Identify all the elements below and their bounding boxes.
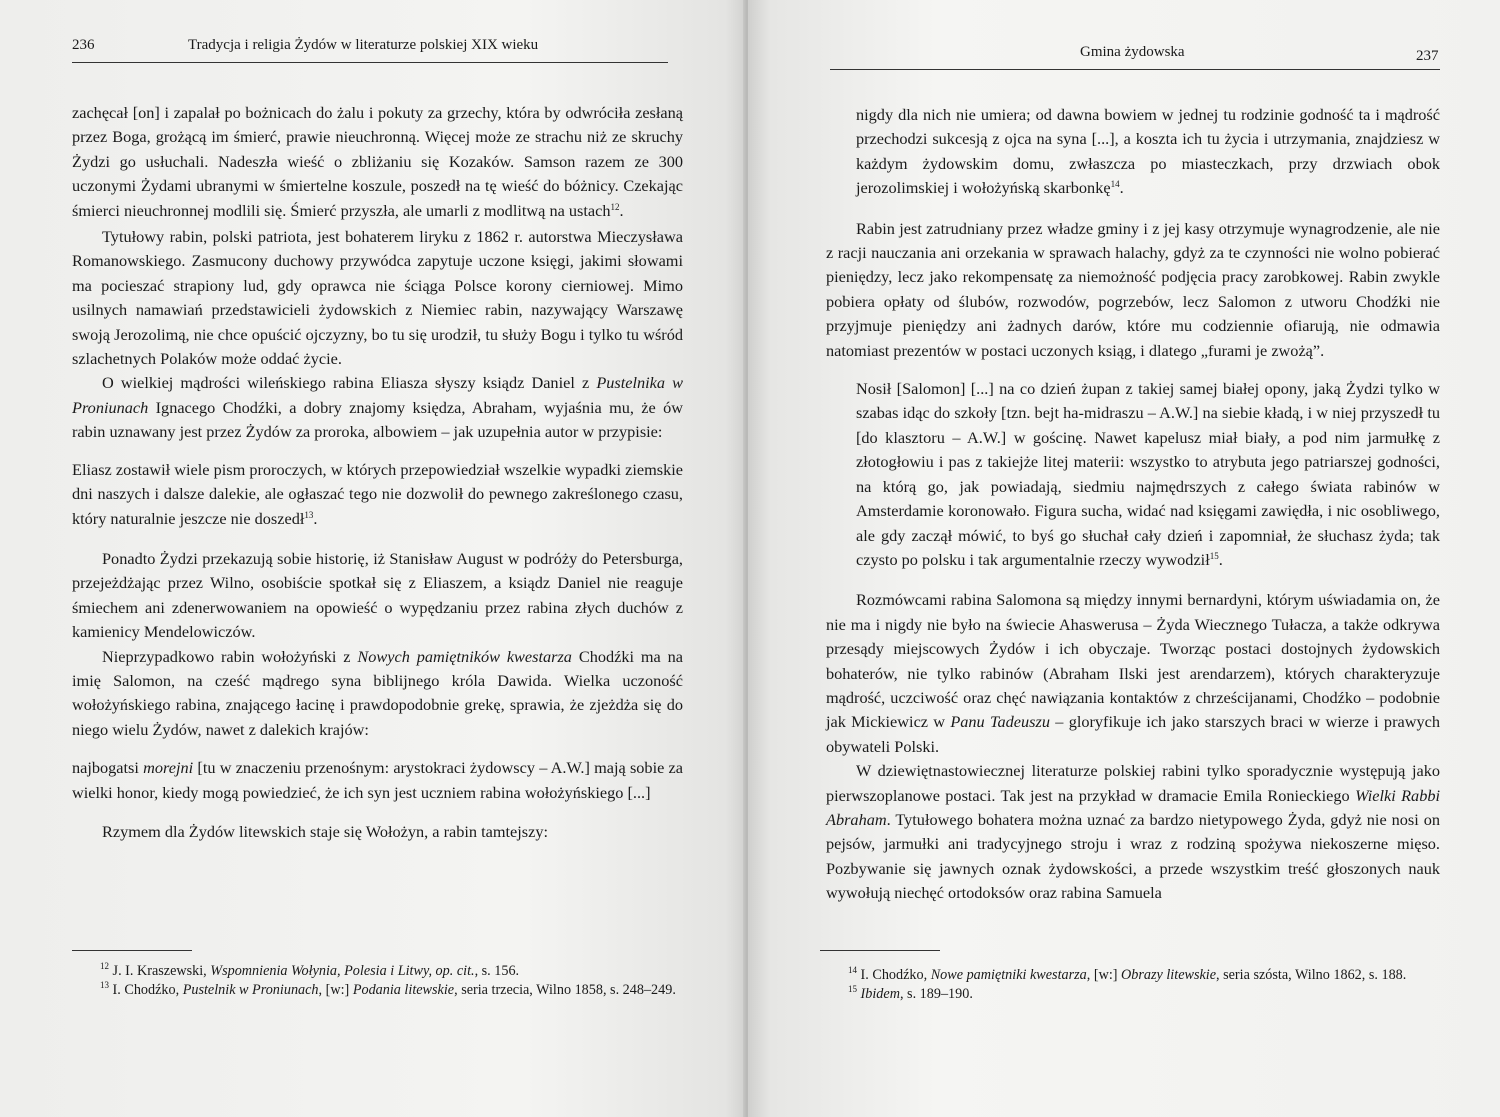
block-quote: nigdy dla nich nie umiera; od dawna bowiem w jednej tu rodzinie godność ta i mądrość przechodzi sukcesją z ojca na syna [...], a koszta ich tu życia i utrzymania, znajdziesz w każdym żydowskim domu, zwłaszcza po miasteczkach, przy drzwiach obok jerozolimskiej i wołożyńską skarbonkę$^{14}$. [856,105,1440,198]
paragraph: Tytułowy rabin, polski patriota, jest bohaterem liryku z 1862 r. autorstwa Mieczysława Romanowskiego. Zasmucony duchowy przywódca zapytuje uczone księgi, jakimi słowami ma pocieszać strapiony lud, gdy oprawca nie ściąga Polsce korony cierniowej. Mimo usilnych namawiań przedstawicieli żydowskich z Niemiec rabin, nazywający Warszawę swoją Jerozolimą, nie chce opuścić ojczyzny, bo tu się urodził, tu służy Bogu i tylko tu wśród szlachetnych Polaków może oddać życie. [72,227,683,369]
term: morejni [143,758,194,778]
left-body-text [72,101,683,844]
right-footnotes [820,966,1440,1004]
footnote-ref: 14 [1110,179,1120,190]
block-quote: Eliasz zostawił wiele pism proroczych, w których przepowiedział wszelkie wypadki ziemskie dni naszych i dalsze dalekie, ale ogłaszać tego nie dozwolił do pewnego zakreślonego czasu, który naturalnie jeszcze nie doszedł$^{13}$. [72,459,683,528]
footnote-rule [820,950,940,951]
header-rule [830,69,1440,70]
paragraph: Rozmówcami rabina Salomona są między innymi bernardyni, którym uświadamia on, że nie ma i nigdy nie było na świecie Ahaswerusa – Żyda Wiecznego Tułacza, a także odkrywa przesądy miejscowych Żydów i ich obyczaje. Tworząc postaci dostojnych żydowskich bohaterów, nie tylko rabinów (Abraham Ilski jest arendarzem), których charakteryzuje mądrość, uczciwość oraz chęć nawiązania kontaktów z chrześcijanami, Chodźko – podobnie jak Mickiewicz w Panu Tadeuszu – gloryfikuje ich jako starszych braci w wierze i prawych obywateli Polski. [826,590,1440,756]
right-page [748,0,1500,1117]
left-page [0,0,748,1117]
footnote: $^{15}$ Ibidem, s. 189–190. [848,984,973,1002]
block-quote: najbogatsi morejni [tu w znaczeniu przenośnym: arystokraci żydowscy – A.W.] mają sobie za wielki honor, kiedy mogą powiedzieć, że ich syn jest uczniem rabina wołożyńskiego [...] [72,758,683,802]
book-title: Wielki Rabbi Abraham [826,785,1440,829]
footnote-ref: 12 [610,201,620,212]
page-number: 236 [72,37,95,53]
paragraph: Ponadto Żydzi przekazują sobie historię, iż Stanisław August w podróży do Petersburga, przejeżdżając przez Wilno, osobiście spotkał się z Eliaszem, a ksiądz Daniel nie reaguje śmiechem ani zdenerwowaniem na opowieść o wypędzaniu przez rabina złych duchów z kamienicy Mendelowiczów. [72,548,683,642]
left-footnotes [72,962,683,1000]
paragraph: Rabin jest zatrudniany przez władze gminy i z jej kasy otrzymuje wynagrodzenie, ale nie z racji nauczania ani orzekania w sprawach halachy, gdyż za te czynności nie wolno pobierać pieniędzy, lecz jako rekompensatę za niemożność podjęcia pracy zarobkowej. Rabin zwykle pobiera opłaty od ślubów, rozwodów, pogrzebów, lecz Salomon z utworu Chodźki nie przyjmuje pieniędzy ani żadnych darów, które mu codziennie ofiarują, nie odmawia natomiast prezentów w postaci uczonych ksiąg, i dlatego „furami je zwożą”. [826,218,1440,360]
book-title: Panu Tadeuszu [950,712,1050,732]
footnote-ref: 13 [304,509,314,520]
footnote: $^{12}$ J. I. Kraszewski, Wspomnienia Wołynia, Polesia i Litwy, op. cit., s. 156. [100,961,520,979]
footnote: $^{14}$ I. Chodźko, Nowe pamiętniki kwestarza, [w:] Obrazy litewskie, seria szósta, Wilno 1862, s. 188. [848,965,1407,983]
paragraph: Rzymem dla Żydów litewskich staje się Wołożyn, a rabin tamtejszy: [102,821,549,841]
running-head: Tradycja i religia Żydów w literaturze polskiej XIX wieku [188,37,539,53]
header-rule [72,62,668,63]
block-quote: Nosił [Salomon] [...] na co dzień żupan z takiej samej białej opony, jaką Żydzi tylko w szabas idąc do szkoły [tzn. bejt ha-midraszu – A.W.] na siebie kładą, i w niej przyszedł tu [do klasztoru – A.W.] w gościnę. Nawet kapelusz miał biały, a pod nim jarmułkę z złotogłowiu i pas z takiejże litej materii: wszystko to atrybuta jego patriarszej godności, na którą go, jak powiadają, siedmiu najmędrszych z całego świata rabinów w Amsterdamie koronowało. Figura sucha, widać nad księgami zawiędła, i nic osobliwego, ale gdy zaczął mówić, to byś go słuchał cały dzień i zapomniał, że słuchasz żyda; tak czysto po polsku i tak argumentalnie rzeczy wywodził$^{15}$. [856,379,1440,569]
right-body-text [826,103,1440,906]
paragraph: zachęcał [on] i zapalał po bożnicach do żalu i pokuty za grzechy, która by odwróciła zesłaną przez Boga, grożącą im śmierć, prawie nieuchronną. Więcej może ze strachu niż ze skruchy Żydzi go usłuchali. Nadeszła wieść o zbliżaniu się Kozaków. Samson razem ze 300 uczonymi Żydami ubranymi w śmiertelne koszule, poszedł na tę wieść do bóżnicy. Czekając śmierci nieuchronnej modlili się. Śmierć przyszła, ale umarli z modlitwą na ustach$^{12}$. [72,103,683,220]
book-title: Pustelnika w Proniunach [72,373,684,417]
paragraph: O wielkiej mądrości wileńskiego rabina Eliasza słyszy ksiądz Daniel z Pustelnika w Proniunach Ignacego Chodźki, a dobry znajomy księdza, Abraham, wyjaśnia mu, że ów rabin uznawany jest przez Żydów za proroka, albowiem – jak uzupełnia autor w przypisie: [72,373,684,442]
running-head: Gmina żydowska [1080,44,1185,60]
footnote: $^{13}$ I. Chodźko, Pustelnik w Proniunach, [w:] Podania litewskie, seria trzecia, Wilno 1858, s. 248–249. [100,980,676,998]
paragraph: W dziewiętnastowiecznej literaturze polskiej rabini tylko sporadycznie występują jako pierwszoplanowe postaci. Tak jest na przykład w dramacie Emila Ronieckiego Wielki Rabbi Abraham. Tytułowego bohatera można uznać za bardzo nietypowego Żyda, gdyż nie nosi on pejsów, jarmułki ani tradycyjnego stroju i wraz z rodziną spożywa niekoszerne mięso. Pozbywanie się jawnych oznak żydowskości, a przede wszystkim treść głoszonych nauk wywołują niechęć ortodoksów oraz rabina Samuela [826,761,1440,903]
footnote-rule [72,950,192,951]
footnote-ref: 15 [1209,550,1219,561]
paragraph: Nieprzypadkowo rabin wołożyński z Nowych pamiętników kwestarza Chodźki ma na imię Salomon, na cześć mądrego syna biblijnego króla Dawida. Wielka uczoność wołożyńskiego rabina, znającego łacinę i prawdopodobnie grekę, sprawia, że zjeżdża się do niego wielu Żydów, nawet z dalekich krajów: [72,646,684,739]
book-title: Nowych pamiętników kwestarza [357,646,572,666]
page-number: 237 [1416,48,1439,64]
